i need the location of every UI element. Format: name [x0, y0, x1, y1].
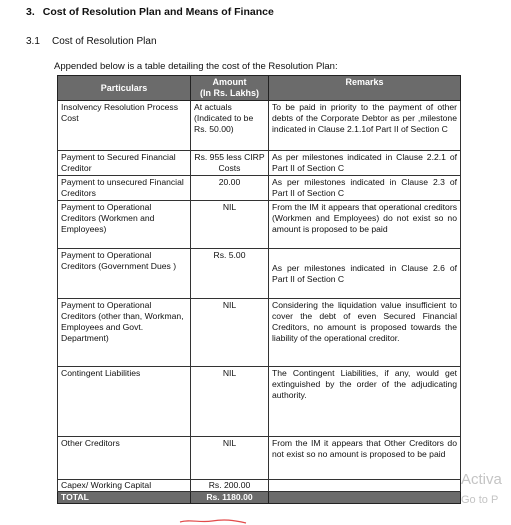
- header-amount-line2: (In Rs. Lakhs): [199, 88, 259, 98]
- cell-particulars: Payment to Operational Creditors (Government Dues ): [58, 249, 191, 299]
- subsection-heading: [26, 36, 157, 47]
- cell-remarks: From the IM it appears that operational creditors (Workmen and Employees) do not exist so no amount is proposed to be paid: [269, 201, 461, 249]
- cell-amount: Rs. 955 less CIRP Costs: [191, 151, 269, 176]
- cell-remarks: From the IM it appears that Other Creditors do not exist so no amount is proposed to be paid: [269, 437, 461, 480]
- cell-amount: 20.00: [191, 176, 269, 201]
- table-row: [58, 367, 461, 437]
- cell-amount: NIL: [191, 367, 269, 437]
- activation-watermark: [461, 471, 502, 509]
- cell-remarks: [269, 480, 461, 492]
- table-row: [58, 151, 461, 176]
- cell-remarks: To be paid in priority to the payment of other debts of the Corporate Debtor as per ,milestone indicated in Clause 2.1.1of Part II of Section C: [269, 101, 461, 151]
- header-amount-line1: Amount: [212, 77, 247, 87]
- table-row: [58, 176, 461, 201]
- cell-amount: At actuals (Indicated to be Rs. 50.00): [191, 101, 269, 151]
- watermark-line1: Activa: [461, 471, 502, 488]
- total-row: [58, 492, 461, 504]
- cell-remarks: As per milestones indicated in Clause 2.3 of Part II of Section C: [269, 176, 461, 201]
- section-heading: [26, 6, 282, 18]
- intro-text: Appended below is a table detailing the cost of the Resolution Plan:: [54, 61, 338, 72]
- total-amount: Rs. 1180.00: [191, 492, 269, 504]
- watermark-line2: Go to P: [461, 494, 499, 506]
- section-title: Cost of Resolution Plan and Means of Finance: [42, 6, 274, 18]
- cost-table: [57, 75, 461, 504]
- table-row: [58, 299, 461, 367]
- subsection-title: Cost of Resolution Plan: [52, 36, 157, 47]
- table-row: [58, 101, 461, 151]
- signature-scribble: [178, 517, 248, 525]
- header-particulars: Particulars: [58, 76, 191, 101]
- cell-remarks: As per milestones indicated in Clause 2.2.1 of Part II of Section C: [269, 151, 461, 176]
- header-remarks: Remarks: [269, 76, 461, 101]
- table-header-row: [58, 76, 461, 101]
- cell-particulars: Payment to unsecured Financial Creditors: [58, 176, 191, 201]
- cell-particulars: Payment to Operational Creditors (Workmen and Employees): [58, 201, 191, 249]
- cell-remarks: The Contingent Liabilities, if any, would get extinguished by the order of the adjudicating authority.: [269, 367, 461, 437]
- total-remarks-cell: [269, 492, 461, 504]
- total-label: TOTAL: [58, 492, 191, 504]
- cell-amount: Rs. 5.00: [191, 249, 269, 299]
- subsection-number: 3.1: [26, 36, 40, 47]
- cell-remarks: Considering the liquidation value insufficient to cover the debt of even Secured Financial Creditors, no amount is proposed towards the liability of the operational creditor.: [269, 299, 461, 367]
- table-row: [58, 249, 461, 299]
- table-row: [58, 480, 461, 492]
- cell-particulars: Payment to Operational Creditors (other than, Workman, Employees and Govt. Department): [58, 299, 191, 367]
- header-amount: [191, 76, 269, 101]
- cell-particulars: Insolvency Resolution Process Cost: [58, 101, 191, 151]
- table-row: [58, 437, 461, 480]
- cell-particulars: Contingent Liabilities: [58, 367, 191, 437]
- table-row: [58, 201, 461, 249]
- cell-remarks: As per milestones indicated in Clause 2.6 of Part II of Section C: [269, 249, 461, 299]
- cell-amount: NIL: [191, 437, 269, 480]
- cell-particulars: Payment to Secured Financial Creditor: [58, 151, 191, 176]
- section-number: 3.: [26, 6, 35, 18]
- cell-amount: NIL: [191, 299, 269, 367]
- cell-amount: Rs. 200.00: [191, 480, 269, 492]
- cell-amount: NIL: [191, 201, 269, 249]
- cell-particulars: Capex/ Working Capital: [58, 480, 191, 492]
- cell-particulars: Other Creditors: [58, 437, 191, 480]
